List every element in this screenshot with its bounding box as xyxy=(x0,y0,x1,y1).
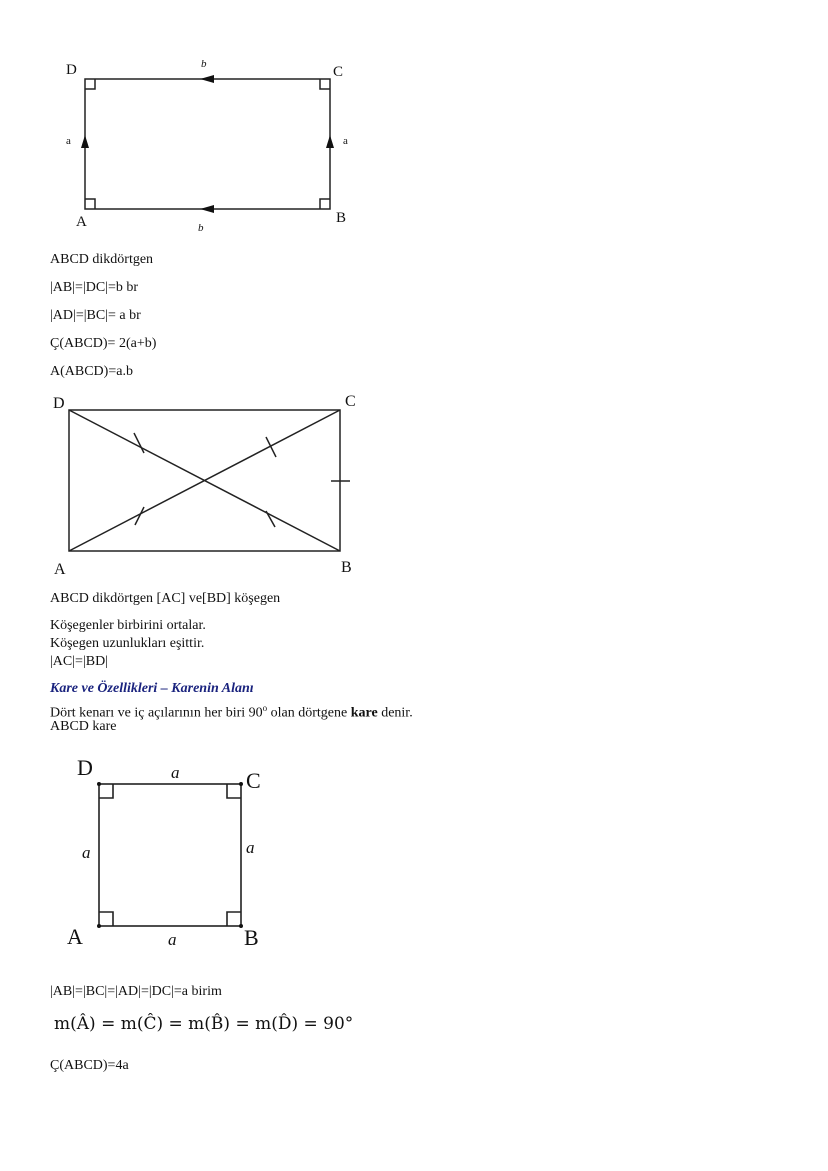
vertex-label-a: A xyxy=(67,924,83,949)
definition-part: Dört kenarı ve iç açılarının her biri 90 xyxy=(50,705,263,721)
text-line: Köşegen uzunlukları eşittir. xyxy=(50,636,205,651)
text-line: ABCD kare xyxy=(50,719,117,734)
side-label-right: a xyxy=(343,135,348,147)
text-line: ABCD dikdörtgen xyxy=(50,252,154,267)
arrow-bottom-icon xyxy=(200,205,214,213)
rectangle-figure xyxy=(50,55,380,240)
diagonals-figure xyxy=(50,390,370,580)
text-line: Köşegenler birbirini ortalar. xyxy=(50,618,206,633)
arrow-top-icon xyxy=(200,75,214,83)
vertex-label-b: B xyxy=(341,559,352,576)
figure-caption: ABCD dikdörtgen [AC] ve[BD] köşegen xyxy=(50,591,281,606)
vertex-label-c: C xyxy=(246,768,261,793)
vertex-label-c: C xyxy=(333,64,344,80)
angles-formula: m(Â) = m(Ĉ) = m(B̂) = m(D̂) = 90° xyxy=(54,1014,354,1034)
vertex-label-b: B xyxy=(336,210,347,226)
square-figure xyxy=(60,750,290,955)
text-line: |AB|=|DC|=b br xyxy=(50,280,139,295)
side-label-top: a xyxy=(171,763,180,782)
text-line: |AD|=|BC|= a br xyxy=(50,308,141,323)
side-label-top: b xyxy=(201,58,207,70)
section-heading: Kare ve Özellikleri – Karenin Alanı xyxy=(50,681,254,696)
vertex-label-d: D xyxy=(77,755,93,780)
arrow-right-icon xyxy=(326,135,334,148)
degree-sup: o xyxy=(262,703,268,713)
text-line: Ç(ABCD)=4a xyxy=(50,1058,129,1073)
text-line: |AB|=|BC|=|AD|=|DC|=a birim xyxy=(50,984,222,999)
definition-term: kare xyxy=(350,705,378,721)
side-label-left: a xyxy=(66,135,71,147)
square-outline xyxy=(99,784,241,926)
vertex-label-d: D xyxy=(53,395,65,412)
rectangle-outline xyxy=(85,79,330,209)
vertex-label-a: A xyxy=(76,214,87,230)
side-label-left: a xyxy=(82,843,91,862)
definition-part: denir. xyxy=(377,705,413,721)
side-label-bottom: a xyxy=(168,930,177,949)
side-label-bottom: b xyxy=(198,222,204,234)
side-label-right: a xyxy=(246,838,255,857)
vertex-label-b: B xyxy=(244,925,259,950)
text-line: A(ABCD)=a.b xyxy=(50,364,133,379)
arrow-left-icon xyxy=(81,135,89,148)
vertex-label-d: D xyxy=(66,62,77,78)
text-line: |AC|=|BD| xyxy=(50,654,109,669)
text-line: Ç(ABCD)= 2(a+b) xyxy=(50,336,157,351)
vertex-label-c: C xyxy=(345,393,356,410)
definition-part: olan dörtgene xyxy=(267,705,351,721)
vertex-label-a: A xyxy=(54,561,66,578)
